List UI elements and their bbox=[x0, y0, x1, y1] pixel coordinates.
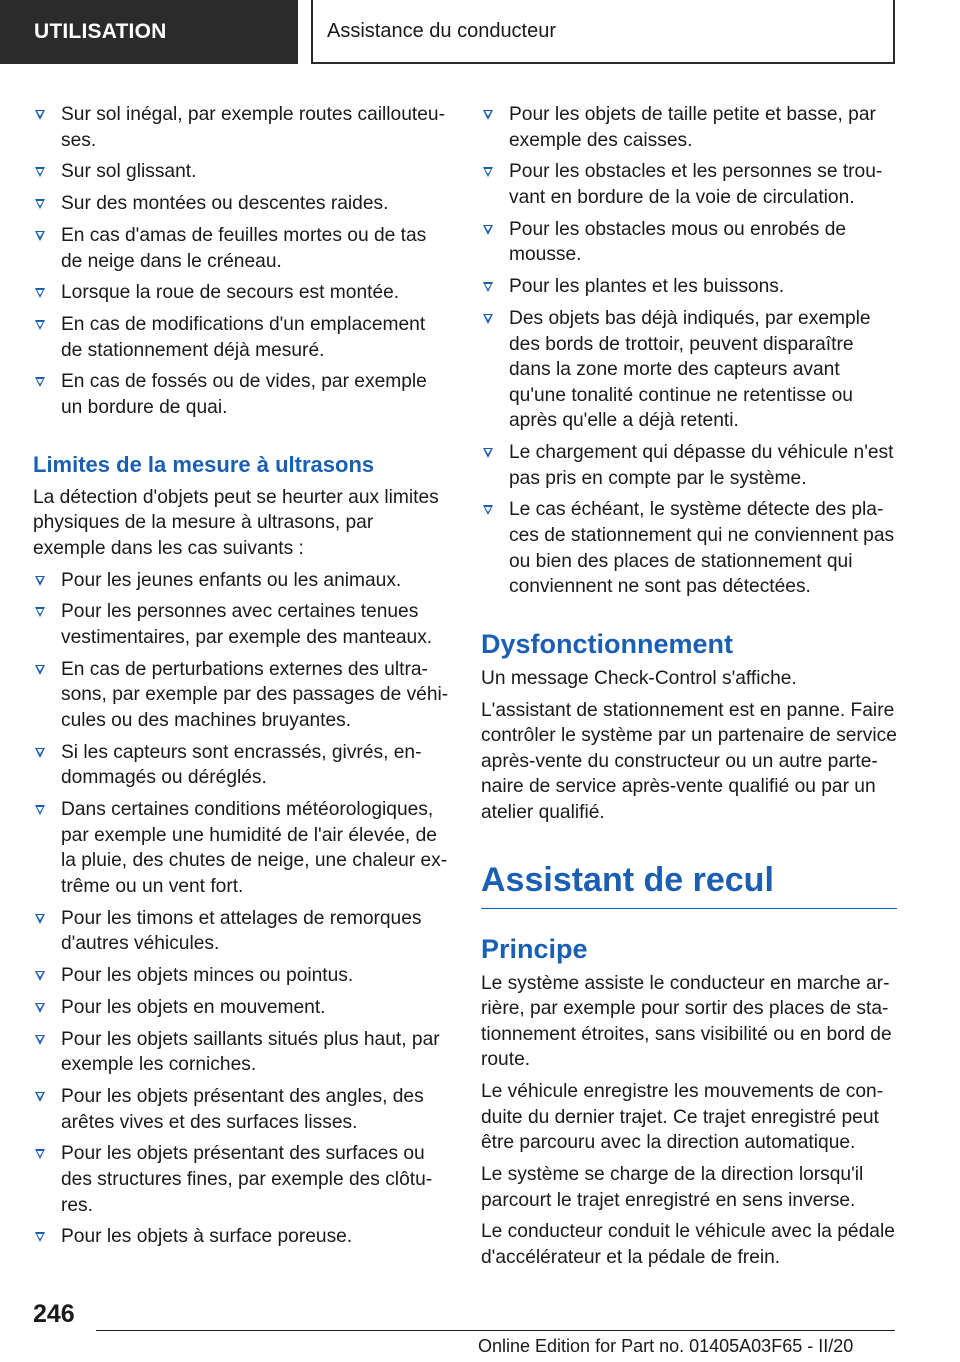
list-item bbox=[33, 191, 449, 217]
triangle-bullet-icon bbox=[35, 110, 45, 120]
heading-dysfunction: Dysfonctionnement bbox=[481, 628, 734, 659]
list-item bbox=[33, 1141, 449, 1218]
triangle-bullet-icon bbox=[35, 231, 45, 241]
triangle-bullet-icon bbox=[35, 971, 45, 981]
triangle-bullet-icon bbox=[35, 1035, 45, 1045]
list-item bbox=[33, 906, 449, 957]
list-item-text: Des objets bas déjà indiqués, par exemple des bords de trottoir, peuvent disparaître dans la zone morte des capteurs avant qu'une tonalité continue ne retentisse ou après qu'elle a déjà retenti. bbox=[509, 307, 871, 432]
list-item-text: Pour les plantes et les buissons. bbox=[509, 276, 785, 298]
triangle-bullet-icon bbox=[35, 607, 45, 617]
triangle-bullet-icon bbox=[483, 448, 493, 458]
triangle-bullet-icon bbox=[35, 748, 45, 758]
triangle-bullet-icon bbox=[35, 320, 45, 330]
list-item bbox=[33, 995, 449, 1021]
list-item bbox=[33, 369, 449, 420]
list-item bbox=[33, 1084, 449, 1135]
edition-note: Online Edition for Part no. 01405A03F65 - II/20 bbox=[478, 1336, 854, 1356]
list-item-text: Dans certaines conditions météorologiques, par exemple une humidité de l'air élevée, de la pluie, des chutes de neige, une chaleur ex-trême ou un vent fort. bbox=[61, 799, 448, 897]
dysfunction-paragraph-2: L'assistant de stationnement est en panne. Faire contrôler le système par un partenaire de service après-vente du constructeur ou un autre parte-naire de service après-vente qualifié ou par un atelier qualifié. bbox=[481, 699, 897, 823]
list-item-text: Sur des montées ou descentes raides. bbox=[61, 193, 389, 215]
list-item bbox=[33, 1027, 449, 1078]
list-item-text: Le chargement qui dépasse du véhicule n'est pas pris en compte par le système. bbox=[509, 442, 894, 489]
heading-ultrasonic-limits: Limites de la mesure à ultrasons bbox=[33, 451, 375, 477]
list-item-text: Sur sol inégal, par exemple routes caillouteu-ses. bbox=[61, 104, 445, 151]
list-item bbox=[481, 274, 897, 300]
triangle-bullet-icon bbox=[35, 576, 45, 586]
chapter-tab: Assistance du conducteur bbox=[311, 0, 895, 64]
triangle-bullet-icon bbox=[35, 288, 45, 298]
triangle-bullet-icon bbox=[35, 914, 45, 924]
list-item bbox=[33, 223, 449, 274]
list-item-text: Si les capteurs sont encrassés, givrés, en-dommagés ou déréglés. bbox=[61, 741, 422, 789]
list-item-text: Sur sol glissant. bbox=[61, 161, 197, 183]
bullet-list-objects bbox=[481, 102, 897, 600]
triangle-bullet-icon bbox=[483, 110, 493, 120]
triangle-bullet-icon bbox=[483, 314, 493, 324]
list-item bbox=[33, 102, 449, 153]
list-item bbox=[33, 657, 449, 734]
list-item bbox=[481, 217, 897, 268]
list-item-text: Pour les objets minces ou pointus. bbox=[61, 965, 354, 987]
heading-principle: Principe bbox=[481, 933, 588, 964]
page-header bbox=[0, 0, 960, 66]
list-item-text: Pour les objets à surface poreuse. bbox=[61, 1226, 353, 1248]
triangle-bullet-icon bbox=[483, 505, 493, 515]
list-item-text: Pour les objets saillants situés plus haut, par exemple les corniches. bbox=[61, 1028, 440, 1076]
list-item bbox=[481, 102, 897, 153]
triangle-bullet-icon bbox=[35, 805, 45, 815]
list-item bbox=[33, 280, 449, 306]
list-item bbox=[33, 159, 449, 185]
list-item-text: Pour les personnes avec certaines tenues vestimentaires, par exemple des manteaux. bbox=[61, 601, 433, 648]
list-item-text: Le cas échéant, le système détecte des pla-ces de stationnement qui ne conviennent pas ou bien des places de stationnement qui conviennent ne sont pas détectées. bbox=[509, 499, 895, 598]
list-item bbox=[33, 740, 449, 791]
list-item bbox=[33, 797, 449, 899]
triangle-bullet-icon bbox=[35, 377, 45, 387]
list-item-text: Pour les obstacles et les personnes se trou-vant en bordure de la voie de circulation. bbox=[509, 161, 883, 208]
principle-paragraph-1: Le système assiste le conducteur en marche ar-rière, par exemple pour sortir des places de sta-tionnement étroites, sans visibilité ou en bord de route. bbox=[481, 972, 892, 1071]
list-item bbox=[481, 159, 897, 210]
chapter-title-reverse-assistant: Assistant de recul bbox=[481, 860, 897, 909]
principle-paragraph-2: Le véhicule enregistre les mouvements de con-duite du dernier trajet. Ce trajet enregistré peut être parcouru avec la direction automatique. bbox=[481, 1081, 884, 1154]
dysfunction-paragraph-1: Un message Check-Control s'affiche. bbox=[481, 667, 797, 689]
triangle-bullet-icon bbox=[483, 167, 493, 177]
list-item bbox=[481, 497, 897, 599]
triangle-bullet-icon bbox=[483, 282, 493, 292]
footer-divider bbox=[96, 1330, 895, 1331]
triangle-bullet-icon bbox=[35, 1232, 45, 1242]
triangle-bullet-icon bbox=[35, 665, 45, 675]
list-item bbox=[33, 599, 449, 650]
right-column bbox=[481, 102, 897, 1277]
triangle-bullet-icon bbox=[35, 199, 45, 209]
list-item-text: Pour les objets présentant des surfaces ou des structures fines, par exemple des clôtu-res. bbox=[61, 1143, 433, 1216]
triangle-bullet-icon bbox=[35, 1092, 45, 1102]
list-item-text: En cas de modifications d'un emplacement de stationnement déjà mesuré. bbox=[61, 314, 426, 361]
list-item-text: Pour les objets présentant des angles, des arêtes vives et des surfaces lisses. bbox=[61, 1086, 424, 1133]
list-item bbox=[33, 963, 449, 989]
list-item bbox=[33, 312, 449, 363]
intro-paragraph: La détection d'objets peut se heurter aux limites physiques de la mesure à ultrasons, par exemple dans les cas suivants : bbox=[33, 486, 439, 559]
principle-paragraph-4: Le conducteur conduit le véhicule avec la pédale d'accélérateur et la pédale de frein. bbox=[481, 1221, 895, 1269]
section-tab: UTILISATION bbox=[0, 0, 298, 64]
list-item-text: Pour les objets en mouvement. bbox=[61, 996, 326, 1018]
triangle-bullet-icon bbox=[35, 1003, 45, 1013]
list-item-text: Pour les jeunes enfants ou les animaux. bbox=[61, 569, 402, 591]
triangle-bullet-icon bbox=[35, 1149, 45, 1159]
list-item-text: En cas d'amas de feuilles mortes ou de tas de neige dans le créneau. bbox=[61, 224, 427, 272]
list-item-text: Lorsque la roue de secours est montée. bbox=[61, 282, 400, 304]
list-item bbox=[481, 306, 897, 434]
page-number: 246 bbox=[33, 1300, 75, 1328]
triangle-bullet-icon bbox=[35, 167, 45, 177]
list-item bbox=[33, 568, 449, 594]
list-item-text: Pour les objets de taille petite et basse, par exemple des caisses. bbox=[509, 104, 876, 151]
triangle-bullet-icon bbox=[483, 225, 493, 235]
list-item bbox=[481, 440, 897, 491]
list-item-text: Pour les obstacles mous ou enrobés de mousse. bbox=[509, 218, 847, 266]
left-column bbox=[33, 102, 449, 1256]
bullet-list-ground-conditions bbox=[33, 102, 449, 421]
bullet-list-ultrasonic-limits bbox=[33, 568, 449, 1250]
list-item bbox=[33, 1224, 449, 1250]
principle-paragraph-3: Le système se charge de la direction lorsqu'il parcourt le trajet enregistré en sens inverse. bbox=[481, 1164, 864, 1211]
list-item-text: En cas de fossés ou de vides, par exemple un bordure de quai. bbox=[61, 371, 427, 419]
list-item-text: En cas de perturbations externes des ultra-sons, par exemple par des passages de véhi-cules ou des machines bruyantes. bbox=[61, 658, 449, 731]
list-item-text: Pour les timons et attelages de remorques d'autres véhicules. bbox=[61, 907, 422, 955]
